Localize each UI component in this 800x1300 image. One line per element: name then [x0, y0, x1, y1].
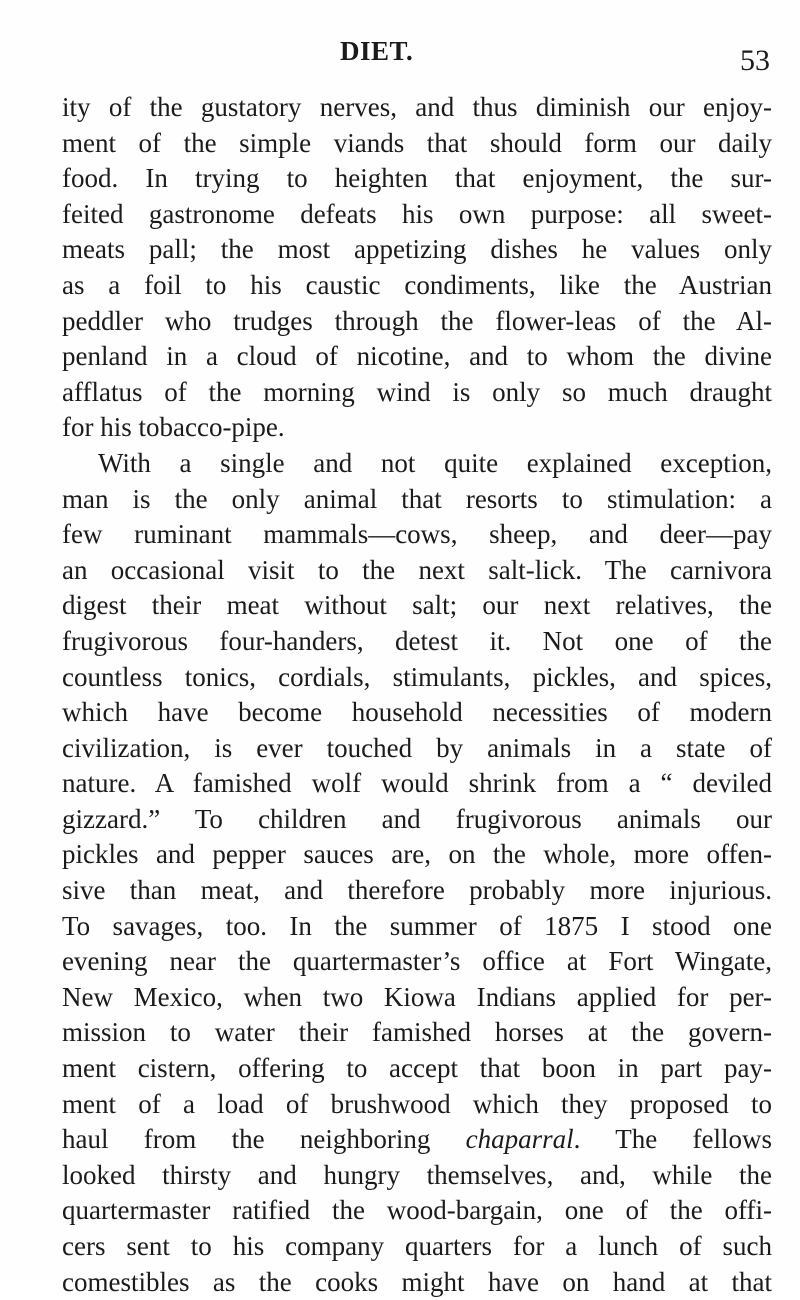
line-text: gizzard.” To children and frugivorous animals our [62, 803, 772, 834]
text-line [62, 624, 772, 660]
line-text: ment of a load of brushwood which they proposed to [62, 1088, 772, 1119]
text-line [62, 375, 772, 411]
line-text: afflatus of the morning wind is only so much draught [62, 376, 772, 407]
text-line [62, 197, 772, 233]
running-head [62, 36, 770, 86]
page-number: 53 [740, 44, 770, 77]
line-text: feited gastronome defeats his own purpose: all sweet- [62, 198, 772, 229]
text-line [62, 410, 772, 446]
italic-term: chaparral [465, 1124, 574, 1155]
line-text: sive than meat, and therefore probably more injurious. [62, 875, 772, 906]
text-line [62, 1087, 772, 1123]
line-text: man is the only animal that resorts to stimulation: a [62, 483, 772, 514]
text-line [62, 731, 772, 767]
line-text: food. In trying to heighten that enjoyment, the sur- [62, 163, 772, 194]
text-line [62, 802, 772, 838]
text-line [62, 660, 772, 696]
text-line [62, 909, 772, 945]
line-text: evening near the quartermaster’s office at Fort Wingate, [62, 946, 772, 977]
line-text: ment of the simple viands that should form our daily [62, 127, 772, 158]
text-line [62, 517, 772, 553]
line-text: countless tonics, cordials, stimulants, pickles, and spices, [62, 661, 772, 692]
line-text: nature. A famished wolf would shrink from a “ deviled [62, 768, 772, 799]
text-line [62, 553, 772, 589]
text-line [62, 766, 772, 802]
text-line [62, 232, 772, 268]
text-line [62, 1158, 772, 1194]
line-text: few ruminant mammals—cows, sheep, and deer—pay [62, 519, 772, 550]
line-text: peddler who trudges through the flower-leas of the Al- [62, 305, 772, 336]
text-line [62, 980, 772, 1016]
line-text: meats pall; the most appetizing dishes he values only [62, 234, 772, 265]
line-text: haul from the neighboring [62, 1124, 431, 1155]
text-line [62, 268, 772, 304]
text-line [62, 446, 772, 482]
line-text: New Mexico, when two Kiowa Indians applied for per- [62, 981, 772, 1012]
line-text: comestibles as the cooks might have on hand at that [62, 1266, 772, 1297]
text-line [62, 837, 772, 873]
text-line [62, 482, 772, 518]
text-line [62, 1122, 772, 1158]
text-line [62, 304, 772, 340]
text-line [62, 1015, 772, 1051]
line-text-continuation: . The fellows [573, 1124, 772, 1155]
text-line [62, 161, 772, 197]
line-text: pickles and pepper sauces are, on the whole, more offen- [62, 839, 772, 870]
line-text: ity of the gustatory nerves, and thus diminish our enjoy- [62, 92, 772, 122]
text-line [62, 944, 772, 980]
text-line [62, 695, 772, 731]
line-text: With a single and not quite explained exception, [98, 447, 772, 478]
text-line [62, 588, 772, 624]
line-text: as a foil to his caustic condiments, like the Austrian [62, 269, 772, 300]
line-text: To savages, too. In the summer of 1875 I stood one [62, 910, 772, 941]
line-text: penland in a cloud of nicotine, and to whom the divine [62, 341, 772, 372]
text-line [62, 1193, 772, 1229]
line-text: digest their meat without salt; our next relatives, the [62, 590, 772, 621]
line-text: ment cistern, offering to accept that boon in part pay- [62, 1053, 772, 1084]
line-text: cers sent to his company quarters for a lunch of such [62, 1231, 772, 1261]
text-line [62, 1229, 772, 1265]
text-line [62, 339, 772, 375]
line-text: which have become household necessities of modern [62, 697, 772, 728]
line-text: quartermaster ratified the wood-bargain, one of the offi- [62, 1195, 772, 1226]
text-line [62, 1265, 772, 1300]
line-text: looked thirsty and hungry themselves, and, while the [62, 1159, 772, 1190]
text-line [62, 126, 772, 162]
line-text: civilization, is ever touched by animals in a state of [62, 732, 772, 763]
line-text: an occasional visit to the next salt-lick. The carnivora [62, 554, 772, 585]
text-line [62, 1051, 772, 1087]
running-head-title: DIET. [340, 36, 414, 66]
line-text: for his tobacco-pipe. [62, 412, 285, 443]
line-text: mission to water their famished horses at the govern- [62, 1017, 772, 1048]
text-line [62, 90, 772, 126]
line-text: frugivorous four-handers, detest it. Not one of the [62, 625, 772, 656]
body-text [62, 90, 772, 1300]
text-line [62, 873, 772, 909]
